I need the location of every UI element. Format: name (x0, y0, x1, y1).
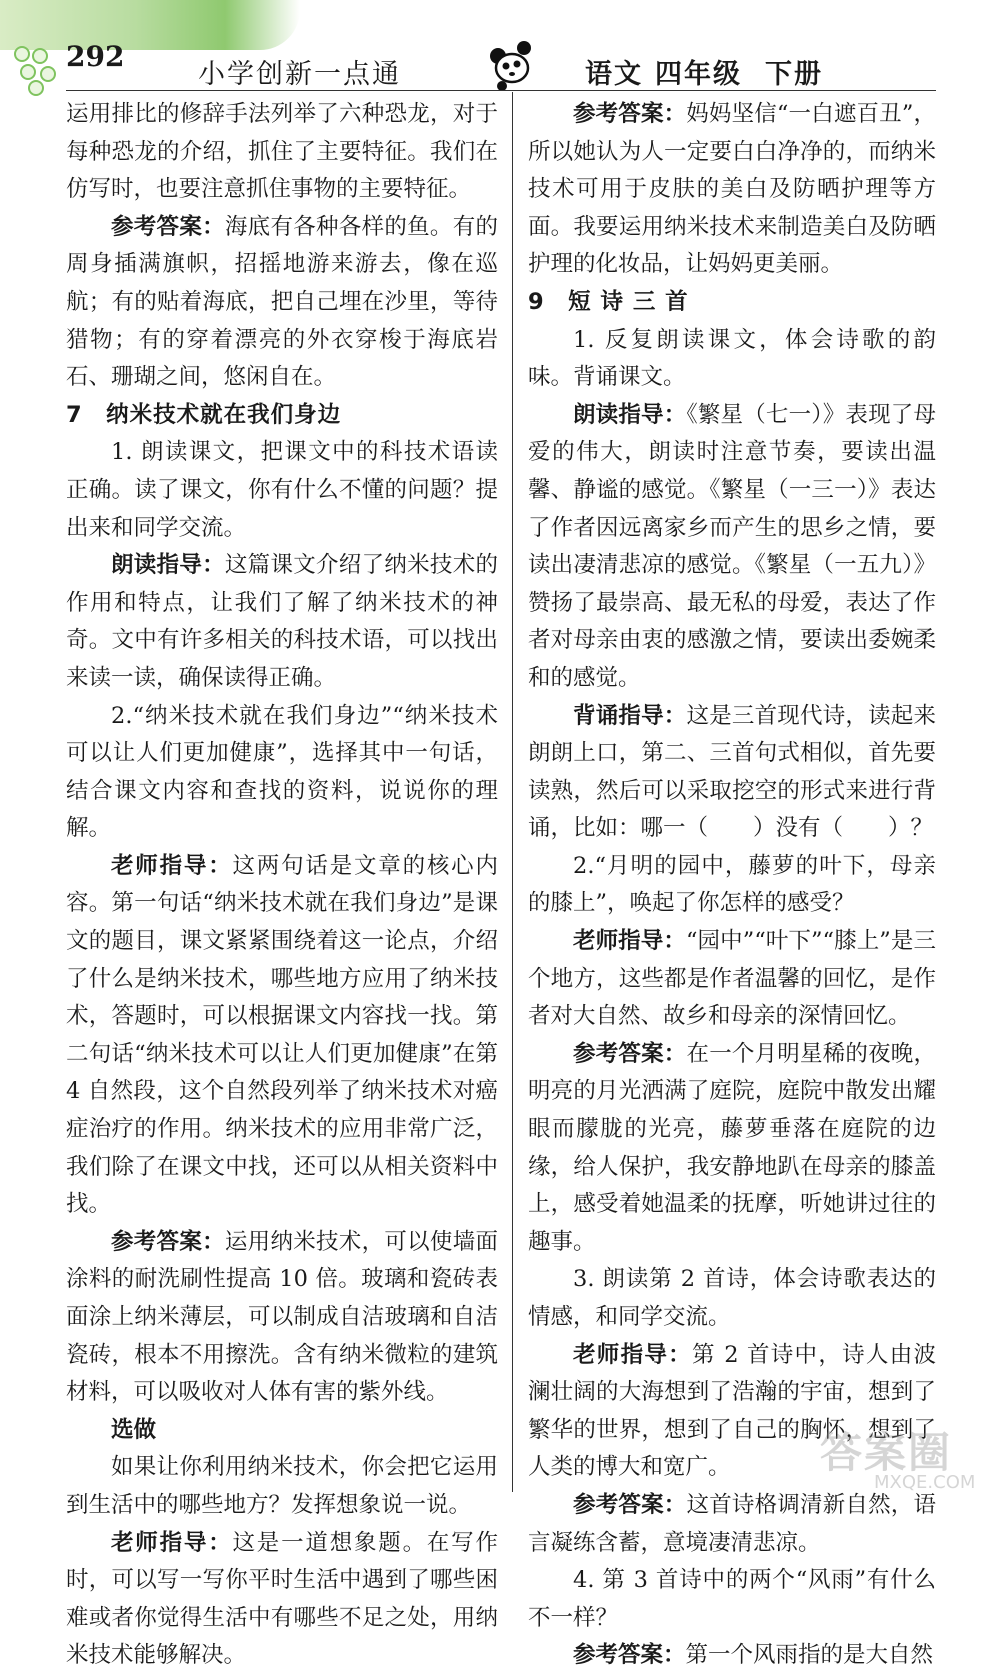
teacher-label: 老师指导： (573, 928, 686, 955)
volume-label: 下册 (765, 59, 823, 90)
question-3: 3. 朗读第 2 首诗，体会诗歌表达的情感，和同学交流。 (528, 1266, 936, 1330)
teacher-label: 老师指导： (111, 852, 233, 879)
answer-text: 运用纳米技术，可以使墙面涂料的耐洗刷性提高 10 倍。玻璃和瓷砖表面涂上纳米薄层，可以制成自洁玻璃和自洁瓷砖，根本不用擦洗。含有纳米微粒的建筑材料，可以吸收对人体有害的紫外线。 (66, 1228, 498, 1406)
watermark (780, 1420, 990, 1496)
reading-guide-paragraph (528, 397, 936, 698)
answer-paragraph (528, 96, 936, 284)
watermark-main: 答案圈 (820, 1428, 953, 1477)
teacher-label: 老师指导： (111, 1529, 233, 1556)
page-number: 292 (66, 40, 125, 73)
book-title: 小学创新一点通 (198, 59, 401, 90)
guide-label: 朗读指导： (573, 401, 687, 428)
grade-label: 四年级 (655, 59, 742, 90)
answer-label: 参考答案： (573, 1491, 687, 1518)
answer-paragraph (66, 1224, 498, 1412)
panda-mascot-icon (484, 36, 544, 96)
recitation-label: 背诵指导： (573, 702, 687, 729)
answer-text: 在一个月明星稀的夜晚，明亮的月光洒满了庭院，庭院中散发出耀眼而朦胧的光亮，藤萝垂落在庭院的边缘，给人保护，我安静地趴在母亲的膝盖上，感受着她温柔的抚摩，听她讲过往的趣事。 (528, 1040, 936, 1255)
answer-label: 参考答案： (111, 1228, 225, 1255)
question-4: 4. 第 3 首诗中的两个“风雨”有什么不一样？ (528, 1567, 936, 1631)
answer-paragraph (66, 209, 498, 397)
teacher-guide-paragraph (528, 923, 936, 1036)
guide-text: 这篇课文介绍了纳米技术的作用和特点，让我们了解了纳米技术的神奇。文中有许多相关的科技术语，可以找出来读一读，确保读得正确。 (66, 552, 498, 691)
answer-text: 妈妈坚信“一白遮百丑”，所以她认为人一定要白白净净的，而纳米技术可用于皮肤的美白及防晒护理等方面。我要运用纳米技术来制造美白及防晒护理的化妆品，让妈妈更美丽。 (528, 101, 936, 278)
section-title-7: 7 纳米技术就在我们身边 (66, 401, 342, 428)
guide-text: 《繁星（七一）》表现了母爱的伟大，朗读时注意节奏，要读出温馨、静谧的感觉。《繁星（一三一）》表达了作者因远离家乡而产生的思乡之情，要读出凄清悲凉的感觉。《繁星（一五九）》赞扬了最崇高、最无私的母爱，表达了作者对母亲由衷的感激之情，要读出委婉柔和的感觉。 (528, 401, 936, 691)
question-1: 1. 反复朗读课文，体会诗歌的韵味。背诵课文。 (528, 326, 936, 391)
header-rule (66, 90, 936, 91)
answer-label: 参考答案： (573, 101, 687, 127)
optional-title: 选做 (111, 1416, 157, 1443)
teacher-text: 第 2 首诗中，诗人由波澜壮阔的大海想到了浩瀚的宇宙，想到了繁华的世界，想到了自己的胸怀，想到了人类的博大和宽广。 (528, 1341, 936, 1481)
column-divider (512, 92, 513, 1492)
question-3: 如果让你利用纳米技术，你会把它运用到生活中的哪些地方？发挥想象说一说。 (66, 1454, 498, 1518)
reading-guide-paragraph (66, 547, 498, 697)
question-2: 2.“纳米技术就在我们身边”“纳米技术可以让人们更加健康”，选择其中一句话，结合课文内容和查找的资料，说说你的理解。 (66, 702, 498, 842)
paragraph: 运用排比的修辞手法列举了六种恐龙，对于每种恐龙的介绍，抓住了主要特征。我们在仿写时，也要注意抓住事物的主要特征。 (66, 101, 498, 203)
teacher-guide-paragraph (66, 848, 498, 1224)
left-column (66, 96, 498, 1669)
answer-label: 参考答案： (573, 1040, 687, 1067)
answer-paragraph (528, 1487, 936, 1562)
teacher-text: “园中”“叶下”“膝上”是三个地方，这些都是作者温馨的回忆，是作者对大自然、故乡和母亲的深情回忆。 (528, 928, 936, 1030)
watermark-url: MXQE.COM (874, 1472, 976, 1493)
header-band (0, 0, 300, 50)
teacher-text: 这两句话是文章的核心内容。第一句话“纳米技术就在我们身边”是课文的题目，课文紧紧围绕着这一论点，介绍了什么是纳米技术，哪些地方应用了纳米技术，答题时，可以根据课文内容找一找。第二句话“纳米技术可以让人们更加健康”在第 4 自然段，这个自然段列举了纳米技术对癌症治疗的作用。纳米技术的应用非常广泛，我们除了在课文中找，还可以从相关资料中找。 (66, 852, 498, 1218)
teacher-label: 老师指导： (573, 1341, 692, 1368)
answer-label: 参考答案： (573, 1642, 686, 1669)
decorative-dots-icon (14, 44, 74, 96)
question-2: 2.“月明的园中，藤萝的叶下，母亲的膝上”，唤起了你怎样的感受？ (528, 852, 936, 917)
answer-text: 海底有各种各样的鱼。有的周身插满旗帜，招摇地游来游去，像在巡航；有的贴着海底，把自己埋在沙里，等待猎物；有的穿着漂亮的外衣穿梭于海底岩石、珊瑚之间，悠闲自在。 (66, 213, 498, 391)
section-title-9: 9 短 诗 三 首 (528, 288, 689, 315)
recitation-text: 这是三首现代诗，读起来朗朗上口，第二、三首句式相似，首先要读熟，然后可以采取挖空的形式来进行背诵，比如：哪一（ ）没有（ ）？ (528, 702, 936, 842)
answer-label: 参考答案： (111, 213, 225, 240)
answer-paragraph (528, 1036, 936, 1262)
teacher-guide-paragraph (66, 1525, 498, 1675)
recitation-guide-paragraph (528, 698, 936, 848)
guide-label: 朗读指导： (111, 552, 225, 579)
subject-label: 语文 (585, 59, 643, 90)
teacher-text: 这是一道想象题。在写作时，可以写一写你平时生活中遇到了哪些困难或者你觉得生活中有哪些不足之处，用纳米技术能够解决。 (66, 1529, 498, 1669)
answer-text: 这首诗格调清新自然，语言凝练含蓄，意境凄清悲凉。 (528, 1491, 936, 1556)
answer-paragraph (528, 1637, 936, 1675)
question-1: 1. 朗读课文，把课文中的科技术语读正确。读了课文，你有什么不懂的问题？提出来和同学交流。 (66, 439, 498, 541)
answer-text: 第一个风雨指的是大自然 (685, 1642, 934, 1669)
